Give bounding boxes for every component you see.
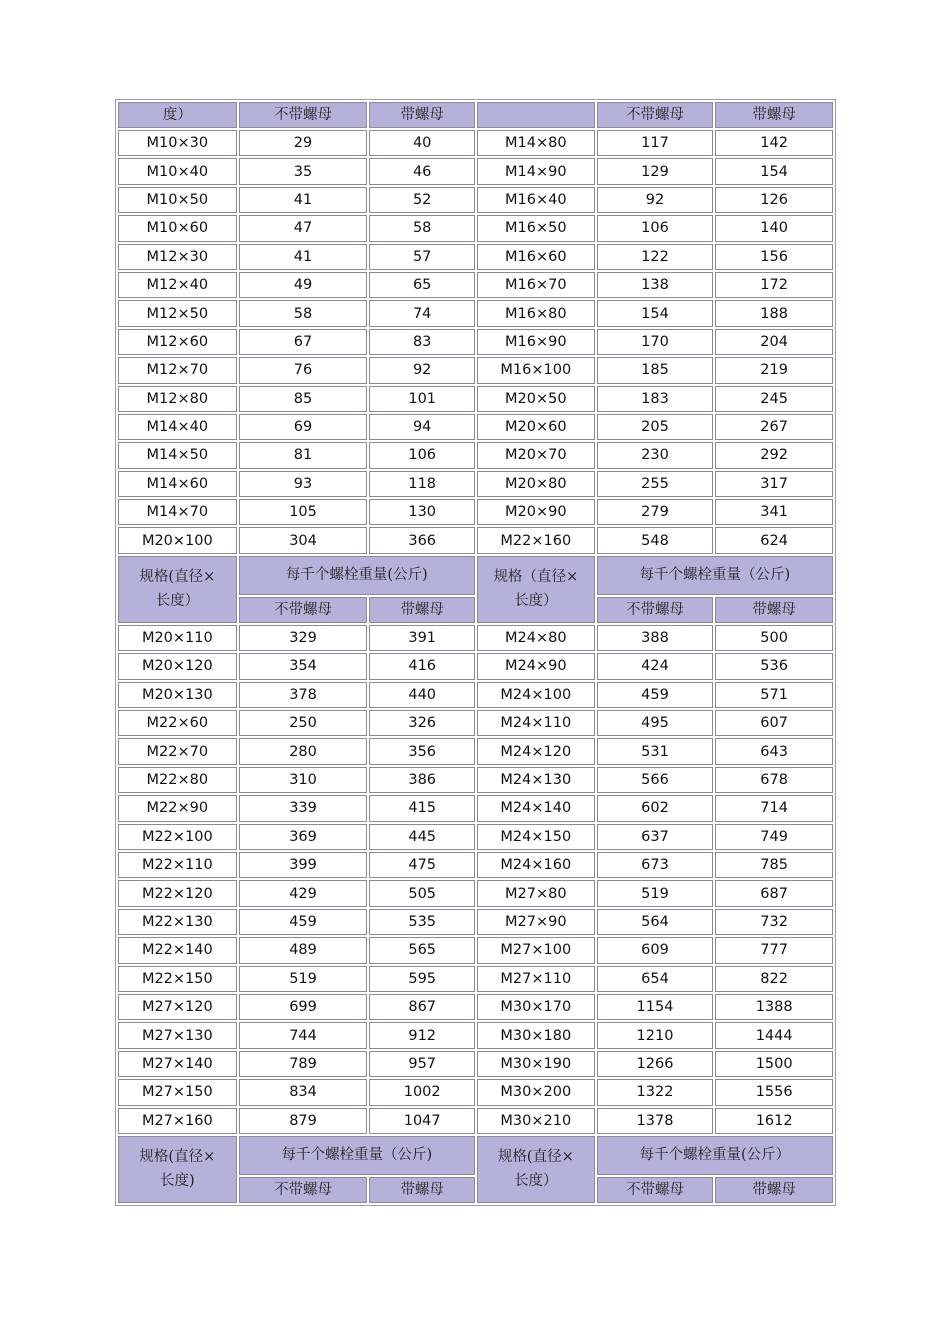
- table-row: [118, 272, 833, 298]
- table-row: [118, 1022, 833, 1048]
- table-row: [118, 329, 833, 355]
- spec-left-cell: M12×30: [118, 244, 237, 270]
- no-nut-left-cell: 329: [239, 625, 368, 651]
- spec-left-cell: M12×80: [118, 386, 237, 412]
- with-nut-left-cell: 326: [369, 710, 475, 736]
- bolt-weight-table: [115, 99, 836, 1206]
- table-row: [118, 244, 833, 270]
- with-nut-right-cell: 714: [715, 795, 833, 821]
- no-nut-right-cell: 609: [597, 937, 714, 963]
- no-nut-left-cell: 76: [239, 357, 368, 383]
- table-row: [118, 499, 833, 525]
- table-row: [118, 1051, 833, 1077]
- spec-right-cell: M24×110: [477, 710, 595, 736]
- spec-left-cell: M12×60: [118, 329, 237, 355]
- spec-right-cell: M30×180: [477, 1022, 595, 1048]
- with-nut-right-cell: 267: [715, 414, 833, 440]
- spec-left-cell: M10×40: [118, 158, 237, 184]
- spec-right-cell: M20×60: [477, 414, 595, 440]
- no-nut-header: 不带螺母: [597, 102, 714, 128]
- no-nut-right-cell: 255: [597, 471, 714, 497]
- spec-right-cell: M22×160: [477, 527, 595, 553]
- spec-left-cell: M14×40: [118, 414, 237, 440]
- with-nut-right-cell: 678: [715, 767, 833, 793]
- no-nut-left-cell: 81: [239, 442, 368, 468]
- with-nut-right-cell: 1612: [715, 1108, 833, 1134]
- no-nut-left-cell: 67: [239, 329, 368, 355]
- table-row: [118, 187, 833, 213]
- with-nut-left-cell: 565: [369, 937, 475, 963]
- no-nut-left-cell: 378: [239, 682, 368, 708]
- spec-left-cell: M12×70: [118, 357, 237, 383]
- with-nut-right-cell: 822: [715, 966, 833, 992]
- no-nut-right-cell: 1322: [597, 1079, 714, 1105]
- no-nut-right-cell: 230: [597, 442, 714, 468]
- no-nut-left-cell: 47: [239, 215, 368, 241]
- with-nut-right-cell: 126: [715, 187, 833, 213]
- spec-right-cell: M16×100: [477, 357, 595, 383]
- with-nut-left-cell: 46: [369, 158, 475, 184]
- table-row: [118, 215, 833, 241]
- no-nut-right-cell: 205: [597, 414, 714, 440]
- table-row: [118, 158, 833, 184]
- table-row: [118, 795, 833, 821]
- table-row: [118, 966, 833, 992]
- spec-left-cell: M10×50: [118, 187, 237, 213]
- no-nut-right-cell: 183: [597, 386, 714, 412]
- no-nut-left-cell: 354: [239, 653, 368, 679]
- no-nut-left-cell: 429: [239, 880, 368, 906]
- with-nut-right-cell: 607: [715, 710, 833, 736]
- spec-left-cell: M22×60: [118, 710, 237, 736]
- with-nut-left-cell: 445: [369, 824, 475, 850]
- spec-right-cell: M24×140: [477, 795, 595, 821]
- spec-right-cell: M14×80: [477, 130, 595, 156]
- spec-left-cell: M14×70: [118, 499, 237, 525]
- spec-left-cell: M10×60: [118, 215, 237, 241]
- spec-header-fragment: 度）: [118, 102, 237, 128]
- no-nut-right-cell: 279: [597, 499, 714, 525]
- no-nut-right-cell: 654: [597, 966, 714, 992]
- with-nut-left-cell: 386: [369, 767, 475, 793]
- no-nut-header: 不带螺母: [239, 1177, 368, 1203]
- with-nut-right-cell: 1444: [715, 1022, 833, 1048]
- spec-left-cell: M27×150: [118, 1079, 237, 1105]
- spec-left-cell: M27×130: [118, 1022, 237, 1048]
- no-nut-left-cell: 35: [239, 158, 368, 184]
- no-nut-left-cell: 41: [239, 244, 368, 270]
- with-nut-right-cell: 624: [715, 527, 833, 553]
- no-nut-left-cell: 834: [239, 1079, 368, 1105]
- spec-header-right: 规格（直径×长度）: [477, 556, 595, 623]
- spec-right-cell: M30×170: [477, 994, 595, 1020]
- spec-right-cell: M30×190: [477, 1051, 595, 1077]
- with-nut-left-cell: 356: [369, 738, 475, 764]
- table-row: [118, 300, 833, 326]
- spec-right-cell: M24×100: [477, 682, 595, 708]
- weight-header-left: 每千个螺栓重量(公斤): [239, 556, 475, 595]
- no-nut-right-cell: 1378: [597, 1108, 714, 1134]
- no-nut-left-cell: 49: [239, 272, 368, 298]
- no-nut-left-cell: 399: [239, 852, 368, 878]
- table-row: [118, 994, 833, 1020]
- spec-header-left: 规格(直径×长度): [118, 1136, 237, 1203]
- spec-right-cell: M16×60: [477, 244, 595, 270]
- with-nut-right-cell: 1500: [715, 1051, 833, 1077]
- spec-right-cell: M30×200: [477, 1079, 595, 1105]
- no-nut-left-cell: 69: [239, 414, 368, 440]
- with-nut-right-cell: 777: [715, 937, 833, 963]
- no-nut-left-cell: 304: [239, 527, 368, 553]
- table-row: [118, 130, 833, 156]
- with-nut-right-cell: 204: [715, 329, 833, 355]
- no-nut-right-cell: 566: [597, 767, 714, 793]
- with-nut-left-cell: 58: [369, 215, 475, 241]
- spec-left-cell: M12×40: [118, 272, 237, 298]
- spec-left-cell: M22×80: [118, 767, 237, 793]
- with-nut-left-cell: 92: [369, 357, 475, 383]
- spec-left-cell: M14×60: [118, 471, 237, 497]
- with-nut-left-cell: 867: [369, 994, 475, 1020]
- spec-header-left: 规格(直径×长度）: [118, 556, 237, 623]
- no-nut-right-cell: 117: [597, 130, 714, 156]
- spec-left-cell: M14×50: [118, 442, 237, 468]
- no-nut-right-cell: 519: [597, 880, 714, 906]
- with-nut-left-cell: 106: [369, 442, 475, 468]
- with-nut-right-cell: 292: [715, 442, 833, 468]
- spec-left-cell: M20×130: [118, 682, 237, 708]
- with-nut-left-cell: 416: [369, 653, 475, 679]
- with-nut-right-cell: 317: [715, 471, 833, 497]
- no-nut-left-cell: 459: [239, 909, 368, 935]
- with-nut-left-cell: 94: [369, 414, 475, 440]
- no-nut-left-cell: 519: [239, 966, 368, 992]
- spec-right-cell: M16×50: [477, 215, 595, 241]
- table-row: [118, 414, 833, 440]
- spec-right-cell: M27×100: [477, 937, 595, 963]
- section-header-row: [118, 556, 833, 595]
- weight-header-left: 每千个螺栓重量（公斤): [239, 1136, 475, 1175]
- spec-left-cell: M22×140: [118, 937, 237, 963]
- no-nut-right-cell: 602: [597, 795, 714, 821]
- with-nut-left-cell: 535: [369, 909, 475, 935]
- with-nut-left-cell: 595: [369, 966, 475, 992]
- spec-left-cell: M27×140: [118, 1051, 237, 1077]
- table-row: [118, 738, 833, 764]
- no-nut-right-cell: 170: [597, 329, 714, 355]
- with-nut-header: 带螺母: [369, 597, 475, 623]
- spec-right-cell: M24×130: [477, 767, 595, 793]
- spec-left-cell: M22×90: [118, 795, 237, 821]
- no-nut-right-cell: 495: [597, 710, 714, 736]
- spec-left-cell: M10×30: [118, 130, 237, 156]
- with-nut-right-cell: 1388: [715, 994, 833, 1020]
- table-row: [118, 767, 833, 793]
- with-nut-right-cell: 156: [715, 244, 833, 270]
- table-row: [118, 852, 833, 878]
- with-nut-left-cell: 40: [369, 130, 475, 156]
- no-nut-left-cell: 489: [239, 937, 368, 963]
- no-nut-right-cell: 154: [597, 300, 714, 326]
- spec-right-cell: M20×90: [477, 499, 595, 525]
- with-nut-left-cell: 366: [369, 527, 475, 553]
- no-nut-left-cell: 699: [239, 994, 368, 1020]
- table-row: [118, 909, 833, 935]
- table-row: [118, 471, 833, 497]
- spec-right-cell: M16×40: [477, 187, 595, 213]
- spec-right-cell: M24×150: [477, 824, 595, 850]
- with-nut-right-cell: 142: [715, 130, 833, 156]
- with-nut-left-cell: 118: [369, 471, 475, 497]
- with-nut-header: 带螺母: [715, 597, 833, 623]
- with-nut-left-cell: 83: [369, 329, 475, 355]
- with-nut-left-cell: 101: [369, 386, 475, 412]
- no-nut-right-cell: 1154: [597, 994, 714, 1020]
- with-nut-left-cell: 475: [369, 852, 475, 878]
- spec-right-cell: M24×80: [477, 625, 595, 651]
- spec-right-cell: M16×70: [477, 272, 595, 298]
- spec-right-cell: M20×80: [477, 471, 595, 497]
- no-nut-left-cell: 58: [239, 300, 368, 326]
- with-nut-right-cell: 732: [715, 909, 833, 935]
- table-row: [118, 386, 833, 412]
- spec-left-cell: M22×120: [118, 880, 237, 906]
- no-nut-right-cell: 185: [597, 357, 714, 383]
- with-nut-left-cell: 74: [369, 300, 475, 326]
- with-nut-right-cell: 643: [715, 738, 833, 764]
- with-nut-right-cell: 571: [715, 682, 833, 708]
- no-nut-left-cell: 310: [239, 767, 368, 793]
- with-nut-right-cell: 749: [715, 824, 833, 850]
- with-nut-left-cell: 440: [369, 682, 475, 708]
- with-nut-right-cell: 500: [715, 625, 833, 651]
- spec-left-cell: M20×100: [118, 527, 237, 553]
- no-nut-right-cell: 122: [597, 244, 714, 270]
- with-nut-left-cell: 130: [369, 499, 475, 525]
- spec-right-cell: M24×90: [477, 653, 595, 679]
- no-nut-right-cell: 129: [597, 158, 714, 184]
- no-nut-right-cell: 1266: [597, 1051, 714, 1077]
- no-nut-right-cell: 459: [597, 682, 714, 708]
- with-nut-left-cell: 957: [369, 1051, 475, 1077]
- table-row: [118, 1079, 833, 1105]
- no-nut-right-cell: 1210: [597, 1022, 714, 1048]
- with-nut-right-cell: 785: [715, 852, 833, 878]
- spec-left-cell: M22×130: [118, 909, 237, 935]
- spec-header-right: 规格(直径×长度）: [477, 1136, 595, 1203]
- no-nut-right-cell: 531: [597, 738, 714, 764]
- spec-right-cell: M20×50: [477, 386, 595, 412]
- spec-left-cell: M20×110: [118, 625, 237, 651]
- table-row: [118, 880, 833, 906]
- with-nut-right-cell: 341: [715, 499, 833, 525]
- spec-right-cell: M30×210: [477, 1108, 595, 1134]
- no-nut-header: 不带螺母: [597, 597, 714, 623]
- with-nut-right-cell: 687: [715, 880, 833, 906]
- with-nut-right-cell: 172: [715, 272, 833, 298]
- no-nut-left-cell: 93: [239, 471, 368, 497]
- with-nut-left-cell: 57: [369, 244, 475, 270]
- table-row: [118, 937, 833, 963]
- with-nut-left-cell: 1047: [369, 1108, 475, 1134]
- no-nut-right-cell: 424: [597, 653, 714, 679]
- with-nut-left-cell: 65: [369, 272, 475, 298]
- spec-header-empty: [477, 102, 595, 128]
- no-nut-left-cell: 879: [239, 1108, 368, 1134]
- with-nut-right-cell: 536: [715, 653, 833, 679]
- with-nut-left-cell: 415: [369, 795, 475, 821]
- table-row: [118, 442, 833, 468]
- no-nut-right-cell: 92: [597, 187, 714, 213]
- spec-right-cell: M20×70: [477, 442, 595, 468]
- no-nut-left-cell: 85: [239, 386, 368, 412]
- spec-left-cell: M22×150: [118, 966, 237, 992]
- with-nut-header: 带螺母: [369, 102, 475, 128]
- no-nut-header: 不带螺母: [239, 597, 368, 623]
- weight-header-right: 每千个螺栓重量（公斤): [597, 556, 833, 595]
- spec-left-cell: M22×70: [118, 738, 237, 764]
- with-nut-left-cell: 52: [369, 187, 475, 213]
- section-header-row: [118, 1136, 833, 1175]
- spec-left-cell: M22×110: [118, 852, 237, 878]
- spec-left-cell: M12×50: [118, 300, 237, 326]
- spec-right-cell: M27×90: [477, 909, 595, 935]
- with-nut-right-cell: 1556: [715, 1079, 833, 1105]
- no-nut-left-cell: 280: [239, 738, 368, 764]
- with-nut-right-cell: 188: [715, 300, 833, 326]
- no-nut-header: 不带螺母: [597, 1177, 714, 1203]
- spec-left-cell: M27×120: [118, 994, 237, 1020]
- no-nut-right-cell: 637: [597, 824, 714, 850]
- spec-left-cell: M20×120: [118, 653, 237, 679]
- table-row: [118, 824, 833, 850]
- spec-right-cell: M24×160: [477, 852, 595, 878]
- table-row: [118, 682, 833, 708]
- table-row: [118, 527, 833, 553]
- no-nut-right-cell: 388: [597, 625, 714, 651]
- header-row-continued: [118, 102, 833, 128]
- with-nut-right-cell: 154: [715, 158, 833, 184]
- with-nut-header: 带螺母: [715, 1177, 833, 1203]
- no-nut-left-cell: 29: [239, 130, 368, 156]
- no-nut-left-cell: 339: [239, 795, 368, 821]
- with-nut-left-cell: 1002: [369, 1079, 475, 1105]
- with-nut-left-cell: 391: [369, 625, 475, 651]
- with-nut-left-cell: 505: [369, 880, 475, 906]
- with-nut-right-cell: 245: [715, 386, 833, 412]
- no-nut-left-cell: 369: [239, 824, 368, 850]
- weight-header-right: 每千个螺栓重量(公斤）: [597, 1136, 833, 1175]
- no-nut-header: 不带螺母: [239, 102, 368, 128]
- spec-right-cell: M14×90: [477, 158, 595, 184]
- spec-left-cell: M27×160: [118, 1108, 237, 1134]
- table-row: [118, 653, 833, 679]
- spec-right-cell: M24×120: [477, 738, 595, 764]
- no-nut-right-cell: 564: [597, 909, 714, 935]
- no-nut-right-cell: 106: [597, 215, 714, 241]
- with-nut-right-cell: 219: [715, 357, 833, 383]
- table-row: [118, 710, 833, 736]
- with-nut-header: 带螺母: [369, 1177, 475, 1203]
- spec-right-cell: M16×80: [477, 300, 595, 326]
- with-nut-left-cell: 912: [369, 1022, 475, 1048]
- table-row: [118, 357, 833, 383]
- no-nut-right-cell: 138: [597, 272, 714, 298]
- table-row: [118, 1108, 833, 1134]
- spec-right-cell: M27×80: [477, 880, 595, 906]
- no-nut-left-cell: 744: [239, 1022, 368, 1048]
- no-nut-left-cell: 41: [239, 187, 368, 213]
- no-nut-left-cell: 250: [239, 710, 368, 736]
- with-nut-right-cell: 140: [715, 215, 833, 241]
- no-nut-left-cell: 105: [239, 499, 368, 525]
- spec-right-cell: M27×110: [477, 966, 595, 992]
- no-nut-right-cell: 673: [597, 852, 714, 878]
- spec-left-cell: M22×100: [118, 824, 237, 850]
- with-nut-header: 带螺母: [715, 102, 833, 128]
- spec-right-cell: M16×90: [477, 329, 595, 355]
- no-nut-right-cell: 548: [597, 527, 714, 553]
- no-nut-left-cell: 789: [239, 1051, 368, 1077]
- table-row: [118, 625, 833, 651]
